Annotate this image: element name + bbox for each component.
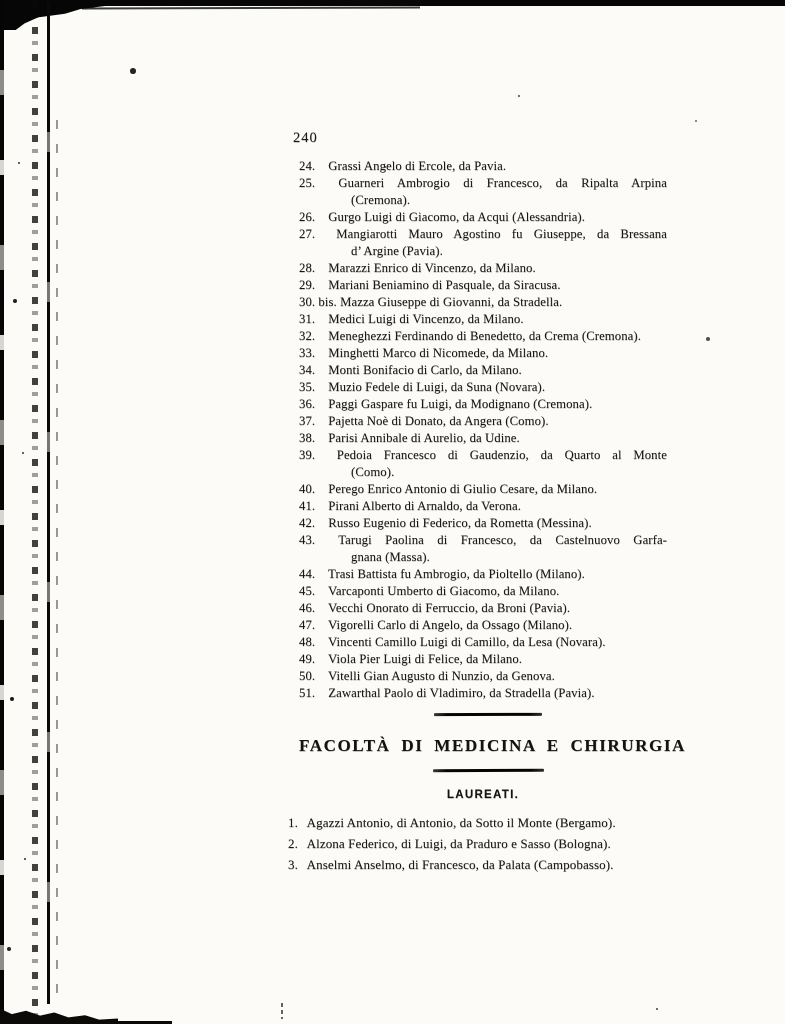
list-item-text: Mazza Giuseppe di Giovanni, da Stradella. bbox=[340, 295, 563, 309]
list-item-number: 28. bbox=[299, 261, 316, 275]
list-item-number: 47. bbox=[299, 618, 316, 632]
list-item-text: Monti Bonifacio di Carlo, da Milano. bbox=[328, 363, 522, 377]
page-number: 240 bbox=[293, 130, 318, 146]
list-item-number: 46. bbox=[299, 601, 316, 615]
graduates-list bbox=[299, 158, 667, 702]
list-item-number: 38. bbox=[299, 431, 316, 445]
list-item bbox=[299, 685, 667, 702]
list-item-number: 45. bbox=[299, 584, 316, 598]
section-divider-rule bbox=[434, 713, 542, 716]
list-item-text: Russo Eugenio di Federico, da Rometta (Messina). bbox=[328, 516, 592, 530]
list-item-continuation: d’ Argine (Pavia). bbox=[351, 244, 443, 258]
list-item-text: Parisi Annibale di Aurelio, da Udine. bbox=[328, 431, 520, 445]
list-item-continuation: (Cremona). bbox=[351, 193, 411, 207]
list-item-number: 1. bbox=[288, 815, 298, 830]
list-item-first-line bbox=[299, 328, 667, 345]
list-item-text: Mangiarotti Mauro Agostino fu Giuseppe, da Bressana bbox=[336, 227, 667, 241]
list-item bbox=[299, 617, 667, 634]
list-item-first-line bbox=[299, 566, 667, 583]
list-item-number: 33. bbox=[299, 346, 316, 360]
list-item-number: 48. bbox=[299, 635, 316, 649]
list-item-first-line bbox=[299, 311, 667, 328]
list-item-text: Minghetti Marco di Nicomede, da Milano. bbox=[328, 346, 549, 360]
list-item-number: 32. bbox=[299, 329, 316, 343]
title-underline-rule bbox=[433, 769, 544, 772]
list-item bbox=[288, 833, 670, 854]
list-item bbox=[288, 812, 670, 833]
list-item-number: 40. bbox=[299, 482, 316, 496]
list-item-text: Marazzi Enrico di Vincenzo, da Milano. bbox=[328, 261, 536, 275]
list-item-number: 50. bbox=[299, 669, 316, 683]
list-item-text: Agazzi Antonio, di Antonio, da Sotto il Monte (Bergamo). bbox=[306, 815, 616, 830]
list-item bbox=[299, 430, 667, 447]
section-title: FACOLTÀ DI MEDICINA E CHIRURGIA bbox=[299, 736, 686, 755]
list-item-first-line bbox=[299, 413, 667, 430]
list-item bbox=[299, 668, 667, 685]
list-item-first-line bbox=[299, 430, 667, 447]
list-item-text: Tarugi Paolina di Francesco, da Castelnuovo Garfa- bbox=[338, 533, 668, 547]
list-item-continuation: (Como). bbox=[351, 465, 395, 479]
list-item-text: Guarneri Ambrogio di Francesco, da Ripalta Arpina bbox=[338, 176, 667, 190]
list-item-number: 51. bbox=[299, 686, 316, 700]
list-item bbox=[299, 600, 667, 617]
list-item bbox=[299, 209, 667, 226]
list-item-first-line bbox=[299, 260, 667, 277]
list-item bbox=[299, 328, 667, 345]
list-item-first-line bbox=[299, 617, 667, 634]
list-item-number: 31. bbox=[299, 312, 316, 326]
list-item-number: 29. bbox=[299, 278, 316, 292]
list-item-number: 36. bbox=[299, 397, 316, 411]
list-item-number: 37. bbox=[299, 414, 316, 428]
list-item-first-line bbox=[299, 668, 667, 685]
list-item-first-line bbox=[299, 515, 667, 532]
list-item-text: Pedoia Francesco di Gaudenzio, da Quarto al Monte bbox=[336, 448, 667, 462]
list-item bbox=[299, 362, 667, 379]
list-item bbox=[299, 447, 667, 481]
laureati-list bbox=[288, 812, 670, 875]
list-item-number: 41. bbox=[299, 499, 316, 513]
list-item-first-line bbox=[299, 651, 667, 668]
list-item-text: Muzio Fedele di Luigi, da Suna (Novara). bbox=[328, 380, 546, 394]
list-item bbox=[299, 226, 667, 260]
list-item-text: Vincenti Camillo Luigi di Camillo, da Lesa (Novara). bbox=[328, 635, 606, 649]
list-item-text: Mariani Beniamino di Pasquale, da Siracusa. bbox=[328, 278, 561, 292]
list-item bbox=[288, 854, 670, 875]
list-item-text: Anselmi Anselmo, di Francesco, da Palata (Campobasso). bbox=[306, 857, 614, 872]
list-item bbox=[299, 498, 667, 515]
list-item bbox=[299, 481, 667, 498]
list-item-first-line bbox=[299, 294, 667, 311]
list-item-first-line bbox=[299, 209, 667, 226]
list-item-first-line bbox=[299, 447, 667, 464]
list-item-first-line bbox=[299, 379, 667, 396]
list-item-text: Grassi Angelo di Ercole, da Pavia. bbox=[328, 159, 507, 173]
list-item-text: Pajetta Noè di Donato, da Angera (Como). bbox=[328, 414, 549, 428]
list-item-first-line bbox=[299, 498, 667, 515]
list-item-text: Meneghezzi Ferdinando di Benedetto, da Crema (Cremona). bbox=[328, 329, 641, 343]
list-item-number: 30. bis. bbox=[299, 295, 337, 309]
list-item-first-line bbox=[299, 345, 667, 362]
list-item-first-line bbox=[299, 175, 667, 192]
list-item-continuation: gnana (Massa). bbox=[351, 550, 430, 564]
list-item-number: 44. bbox=[299, 567, 316, 581]
list-item bbox=[299, 175, 667, 209]
list-item bbox=[299, 158, 667, 175]
list-item bbox=[299, 277, 667, 294]
list-item-text: Alzona Federico, di Luigi, da Praduro e Sasso (Bologna). bbox=[306, 836, 611, 851]
list-item-first-line bbox=[299, 226, 667, 243]
list-item-text: Gurgo Luigi di Giacomo, da Acqui (Alessandria). bbox=[328, 210, 586, 224]
subsection-heading: LAUREATI. bbox=[446, 789, 520, 801]
list-item-number: 3. bbox=[288, 857, 298, 872]
list-item-number: 49. bbox=[299, 652, 316, 666]
list-item-text: Perego Enrico Antonio di Giulio Cesare, da Milano. bbox=[328, 482, 598, 496]
list-item-text: Varcaponti Umberto di Giacomo, da Milano. bbox=[328, 584, 560, 598]
list-item-number: 39. bbox=[299, 448, 316, 462]
list-item-number: 34. bbox=[299, 363, 316, 377]
list-item bbox=[299, 515, 667, 532]
list-item bbox=[299, 566, 667, 583]
list-item-first-line bbox=[299, 396, 667, 413]
list-item-text: Vigorelli Carlo di Angelo, da Ossago (Milano). bbox=[328, 618, 573, 632]
list-item-number: 35. bbox=[299, 380, 316, 394]
list-item-number: 43. bbox=[299, 533, 316, 547]
list-item bbox=[299, 345, 667, 362]
list-item-number: 26. bbox=[299, 210, 316, 224]
list-item-first-line bbox=[299, 685, 667, 702]
list-item-first-line bbox=[299, 158, 667, 175]
list-item bbox=[299, 413, 667, 430]
list-item-first-line bbox=[288, 833, 670, 854]
list-item bbox=[299, 634, 667, 651]
list-item-text: Viola Pier Luigi di Felice, da Milano. bbox=[328, 652, 523, 666]
list-item-first-line bbox=[288, 812, 670, 833]
list-item-number: 27. bbox=[299, 227, 316, 241]
list-item bbox=[299, 532, 667, 566]
list-item-number: 24. bbox=[299, 159, 316, 173]
list-item bbox=[299, 379, 667, 396]
list-item-first-line bbox=[288, 854, 670, 875]
list-item-text: Vecchi Onorato di Ferruccio, da Broni (Pavia). bbox=[328, 601, 571, 615]
list-item-first-line bbox=[299, 583, 667, 600]
list-item-text: Vitelli Gian Augusto di Nunzio, da Genova. bbox=[328, 669, 555, 683]
list-item-number: 42. bbox=[299, 516, 316, 530]
list-item bbox=[299, 311, 667, 328]
list-item bbox=[299, 294, 667, 311]
list-item bbox=[299, 651, 667, 668]
list-item bbox=[299, 260, 667, 277]
list-item-first-line bbox=[299, 481, 667, 498]
list-item-text: Medici Luigi di Vincenzo, da Milano. bbox=[328, 312, 524, 326]
list-item-text: Zawarthal Paolo di Vladimiro, da Stradella (Pavia). bbox=[328, 686, 595, 700]
list-item-first-line bbox=[299, 277, 667, 294]
list-item-first-line bbox=[299, 532, 668, 549]
list-item-first-line bbox=[299, 634, 667, 651]
list-item bbox=[299, 583, 667, 600]
list-item-text: Trasi Battista fu Ambrogio, da Pioltello (Milano). bbox=[328, 567, 585, 581]
list-item-number: 2. bbox=[288, 836, 298, 851]
list-item-first-line bbox=[299, 362, 667, 379]
list-item-first-line bbox=[299, 600, 667, 617]
list-item-text: Pirani Alberto di Arnaldo, da Verona. bbox=[328, 499, 521, 513]
list-item bbox=[299, 396, 667, 413]
list-item-text: Paggi Gaspare fu Luigi, da Modignano (Cremona). bbox=[328, 397, 593, 411]
list-item-number: 25. bbox=[299, 176, 316, 190]
